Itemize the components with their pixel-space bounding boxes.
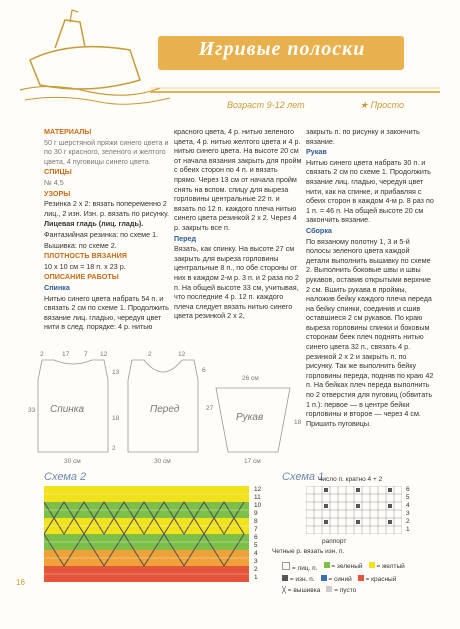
dim-17: 17 см: [244, 458, 261, 465]
dim-1: 2: [40, 351, 44, 358]
column-1: [44, 127, 172, 333]
needles-heading: СПИЦЫ: [44, 167, 72, 177]
rib-text: Резинка 2 х 2: вязать попеременно 2 лиц., 2 изн. Изн. р. вязать по рисунку.: [44, 199, 169, 218]
needles-text: № 4,5: [44, 177, 64, 187]
dim-7: 18: [112, 415, 120, 422]
legend-purl-text: = изн. п.: [289, 576, 315, 583]
legend-green-text: = зеленый: [331, 563, 363, 570]
assembly-text: По вязаному полотну 1, 3 и 5-й полосы зеленого цвета каждой детали выполнить вышивку по схеме 2. Выполнить боковые швы и швы рукавов, оставив открытыми верхние 2 см. Вшить рукава в проймы, наложив бейку каждого плеча переда на бейку спинки, соединив и сшив оставшиеся 2 см рукавов. По краю выреза горловины спинки и боковым сторонам беек плеч поднять нитью синего цвета 32 п., связать 4 р. резинкой 2 х 2 и закрыть п. по рисунку. Так же выполнить бейку горловины переда, подняв по краю 42 п. На бейках плеч переда выполнить по 2 отверстия для пуговиц (обвитать 1 п.): первое — в центре бейки горловины и второе — через 4 см. Пришить пуговицы.: [306, 236, 434, 428]
scheme-1-row-6: 6: [406, 486, 410, 493]
back-text-cont: красного цвета, 4 р. нитью зеленого цвета, 4 р. нитью желтого цвета и 4 р. нитью синего цвета. На высоте 20 см от начала вязания закрыть для пройм с обеих сторон по 4 п. и вязать прямо. Через 13 см от начала пройм снять на вспом. спицу для выреза горловины центральные 22 п. и вязать по 12 п. каждого плеча нитью синего цвета резинкой 2 х 2. Через 4 р. закрыть все п.: [174, 127, 302, 232]
level-text: Просто: [370, 100, 405, 110]
legend-blue: [321, 575, 352, 583]
dim-2: 17: [62, 351, 70, 358]
gauge-text: 10 х 10 см = 18 п. х 23 р.: [44, 261, 126, 271]
stockinette-text: Лицевая гладь (лиц. гладь).: [44, 219, 144, 229]
yellow-swatch-icon: [369, 562, 375, 568]
dim-3: 7: [84, 351, 88, 358]
page-title: Игривые полоски: [198, 38, 366, 60]
dim-6: 13: [112, 369, 120, 376]
green-swatch-icon: [324, 562, 330, 568]
assembly-heading: Сборка: [306, 225, 332, 235]
pattern-drawings: [28, 350, 426, 468]
back-text: Нитью синего цвета набрать 54 п. и связать 2 см по схеме 1. Продолжить вязание лиц. гладью, чередуя цвет нити в след. порядке: 4 р. нитью: [44, 293, 169, 332]
dim-4: 12: [100, 351, 108, 358]
front-text-cont: закрыть п. по рисунку и закончить вязание.: [306, 127, 420, 146]
front-text: Вязать, как спинку. На высоте 27 см закрыть для выреза горловины центральные 8 п., по обе стороны от них в каждом 2-м р. 3 п. и 2 раза по 2 п. На общей высоте 33 см, учитывая, что последние 4 р. 12 п. каждого плеча следует вязать нитью синего цвета резинкой 2 х 2,: [174, 244, 299, 321]
scheme-2-row-4: 4: [254, 550, 258, 557]
legend: [282, 562, 432, 594]
knit-symbol-icon: [282, 562, 290, 570]
purl-symbol-icon: [282, 575, 288, 581]
scheme-1-grid: [306, 486, 402, 534]
scheme-1-row-4: 4: [406, 502, 410, 509]
back-heading: Спинка: [44, 282, 70, 292]
front-heading: Перед: [174, 233, 197, 243]
scheme-2-title: Схема 2: [44, 471, 87, 483]
scheme-1-row-3: 3: [406, 510, 410, 517]
embroidery-symbol-icon: ╳: [282, 587, 286, 594]
star-icon: ★: [360, 100, 371, 110]
sleeve-heading: Рукав: [306, 147, 327, 157]
front-label: Перед: [150, 404, 180, 415]
scheme-2-row-10: 10: [254, 502, 262, 509]
legend-embroidery-text: = вышивка: [287, 587, 321, 594]
legend-red: [358, 575, 397, 583]
scheme-2-row-11: 11: [254, 494, 261, 501]
red-swatch-icon: [358, 575, 364, 581]
scheme-2-row-5: 5: [254, 542, 258, 549]
gauge-heading: ПЛОТНОСТЬ ВЯЗАНИЯ: [44, 251, 127, 261]
scheme-1-top-note: Число п. кратно 4 + 2: [318, 476, 383, 483]
scheme-1-bottom-note: Четные р. вязать изн. п.: [272, 548, 345, 555]
empty-symbol-icon: [326, 586, 332, 592]
dim-5: 33: [28, 407, 36, 414]
dim-13: 30 см: [154, 458, 171, 465]
legend-blue-text: = синий: [328, 576, 352, 583]
dim-10: 6: [202, 367, 206, 374]
scheme-2-row-9: 9: [254, 510, 258, 517]
scheme-1-row-5: 5: [406, 494, 410, 501]
legend-yellow-text: = желтый: [376, 563, 405, 570]
scheme-1-row-numbers: [406, 486, 410, 534]
scheme-2-row-12: 12: [254, 486, 262, 493]
legend-purl: [282, 575, 315, 583]
rapport-label: раппорт: [322, 538, 347, 545]
scheme-2-row-3: 3: [254, 558, 258, 565]
scheme-1-row-1: 1: [406, 526, 410, 533]
materials-text: 50 г шерстяной пряжи синего цвета и по 30 г красного, зеленого и желтого цвета, 4 пуговицы синего цвета.: [44, 137, 169, 166]
age-label: Возраст 9-12 лет: [227, 100, 305, 110]
legend-knit: [282, 562, 318, 572]
patterns-heading: УЗОРЫ: [44, 188, 71, 198]
scheme-2-row-7: 7: [254, 526, 258, 533]
legend-knit-text: = лиц. п.: [291, 565, 318, 572]
column-2: [174, 127, 302, 322]
scheme-2-row-8: 8: [254, 518, 258, 525]
scheme-2-row-numbers: [254, 486, 261, 582]
materials-heading: МАТЕРИАЛЫ: [44, 127, 92, 136]
dim-15: 27: [206, 405, 214, 412]
back-label: Спинка: [50, 404, 85, 415]
scheme-2-grid: [44, 486, 274, 584]
scheme-1-title: Схема 1: [282, 471, 325, 483]
embroidery-text: Вышивка: по схеме 2.: [44, 240, 117, 250]
dim-11: 2: [148, 351, 152, 358]
legend-empty: [326, 586, 356, 594]
scheme-2-row-1: 1: [254, 574, 258, 581]
legend-embroidery: [282, 586, 320, 594]
scheme-2-row-6: 6: [254, 534, 258, 541]
level-label: [360, 100, 404, 111]
dim-14: 26 см: [242, 375, 259, 382]
legend-empty-text: = пусто: [334, 587, 357, 594]
dim-9: 30 см: [64, 458, 81, 465]
scheme-2-row-2: 2: [254, 566, 258, 573]
page-number: 16: [16, 578, 25, 587]
dim-12: 12: [178, 351, 186, 358]
dim-8: 2: [112, 445, 116, 452]
legend-green: [324, 562, 363, 572]
scheme-1-row-2: 2: [406, 518, 410, 525]
fancy-text: Фантазийная резинка: по схеме 1.: [44, 229, 159, 239]
dim-16: 18: [294, 419, 302, 426]
sleeve-label: Рукав: [236, 412, 264, 423]
legend-yellow: [369, 562, 405, 572]
legend-red-text: = красный: [365, 576, 397, 583]
work-heading: ОПИСАНИЕ РАБОТЫ: [44, 272, 119, 282]
blue-swatch-icon: [321, 575, 327, 581]
sleeve-text: Нитью синего цвета набрать 30 п. и связать 2 см по схеме 1. Продолжить вязание лиц. гладью, чередуя цвет нити, как на спинке, и прибавляя с обеих сторон в каждом 4-м р. 8 раз по 1 п. = 46 п. На общей высоте 20 см закончить вязание.: [306, 157, 434, 225]
